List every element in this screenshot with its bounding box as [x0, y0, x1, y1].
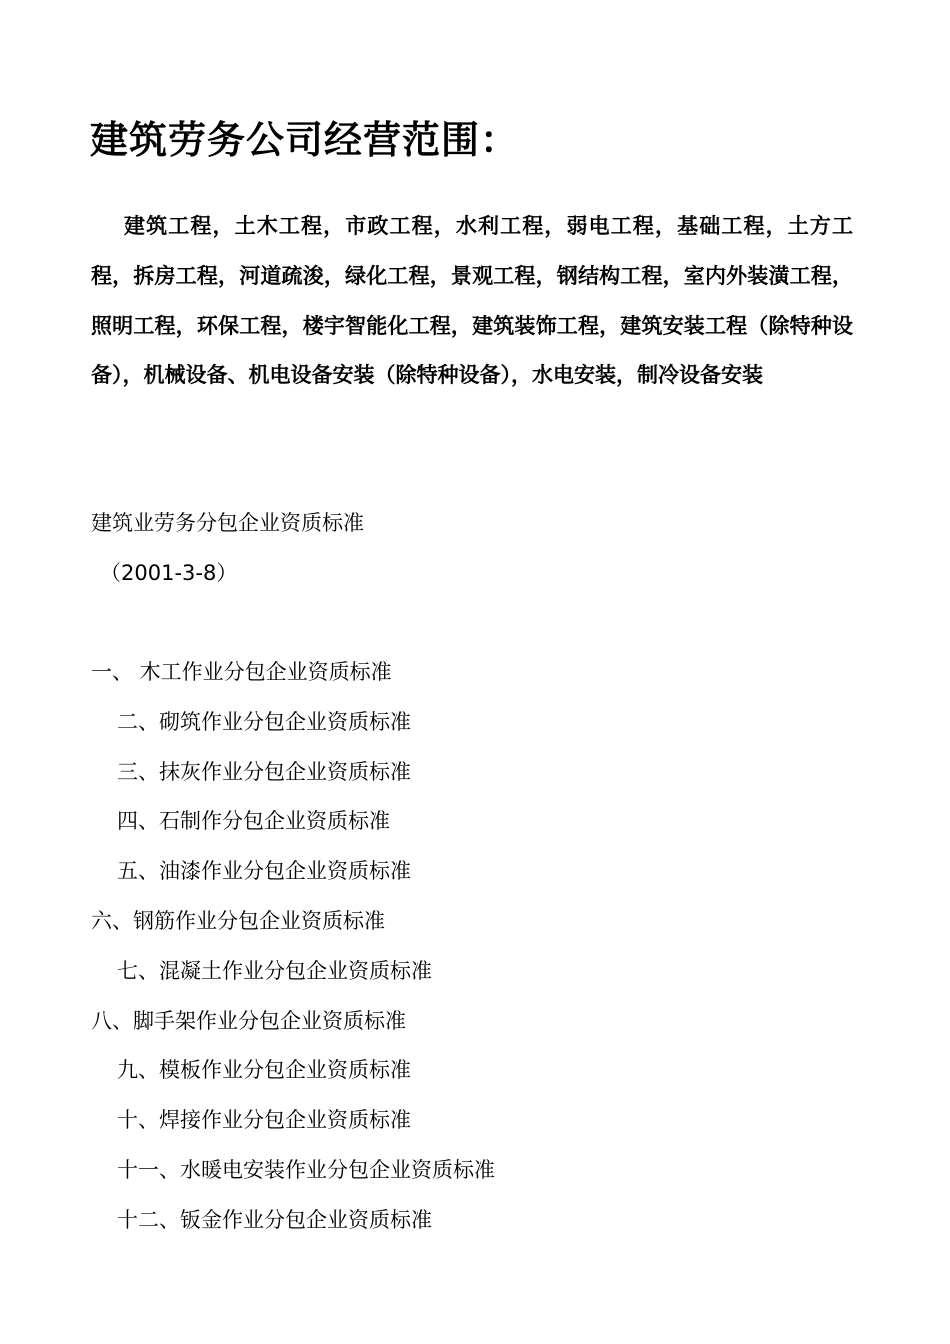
standard-item: 四、石制作分包企业资质标准 [117, 809, 390, 834]
standard-item: 一、 木工作业分包企业资质标准 [91, 660, 392, 684]
business-scope-paragraph: 建筑工程，土木工程，市政工程，水利工程，弱电工程，基础工程，土方工程，拆房工程，河道疏浚，绿化工程，景观工程，钢结构工程，室内外装潢工程，照明工程，环保工程，楼宇智能化工程，建筑装饰工程，建筑安装工程（除特种设备），机械设备、机电设备安装（除特种设备），水电安装，制冷设备安装 [91, 214, 853, 388]
standard-item: 十、焊接作业分包企业资质标准 [117, 1108, 411, 1133]
standard-item: 十一、水暖电安装作业分包企业资质标准 [117, 1157, 495, 1182]
standard-item: 十二、钣金作业分包企业资质标准 [117, 1207, 432, 1232]
standard-item: 九、模板作业分包企业资质标准 [117, 1058, 411, 1083]
standard-item: 五、油漆作业分包企业资质标准 [117, 859, 411, 884]
standard-item: 八、脚手架作业分包企业资质标准 [91, 1008, 406, 1033]
standard-item: 七、混凝土作业分包企业资质标准 [117, 958, 432, 983]
standard-date: （2001-3-8） [100, 561, 238, 585]
standard-item: 六、钢筋作业分包企业资质标准 [91, 908, 385, 933]
standard-item: 二、砌筑作业分包企业资质标准 [117, 709, 411, 734]
document-title: 建筑劳务公司经营范围： [90, 118, 520, 162]
standard-heading: 建筑业劳务分包企业资质标准 [91, 511, 364, 535]
standards-list [0, 656, 950, 1254]
standard-item: 三、抹灰作业分包企业资质标准 [117, 759, 411, 784]
